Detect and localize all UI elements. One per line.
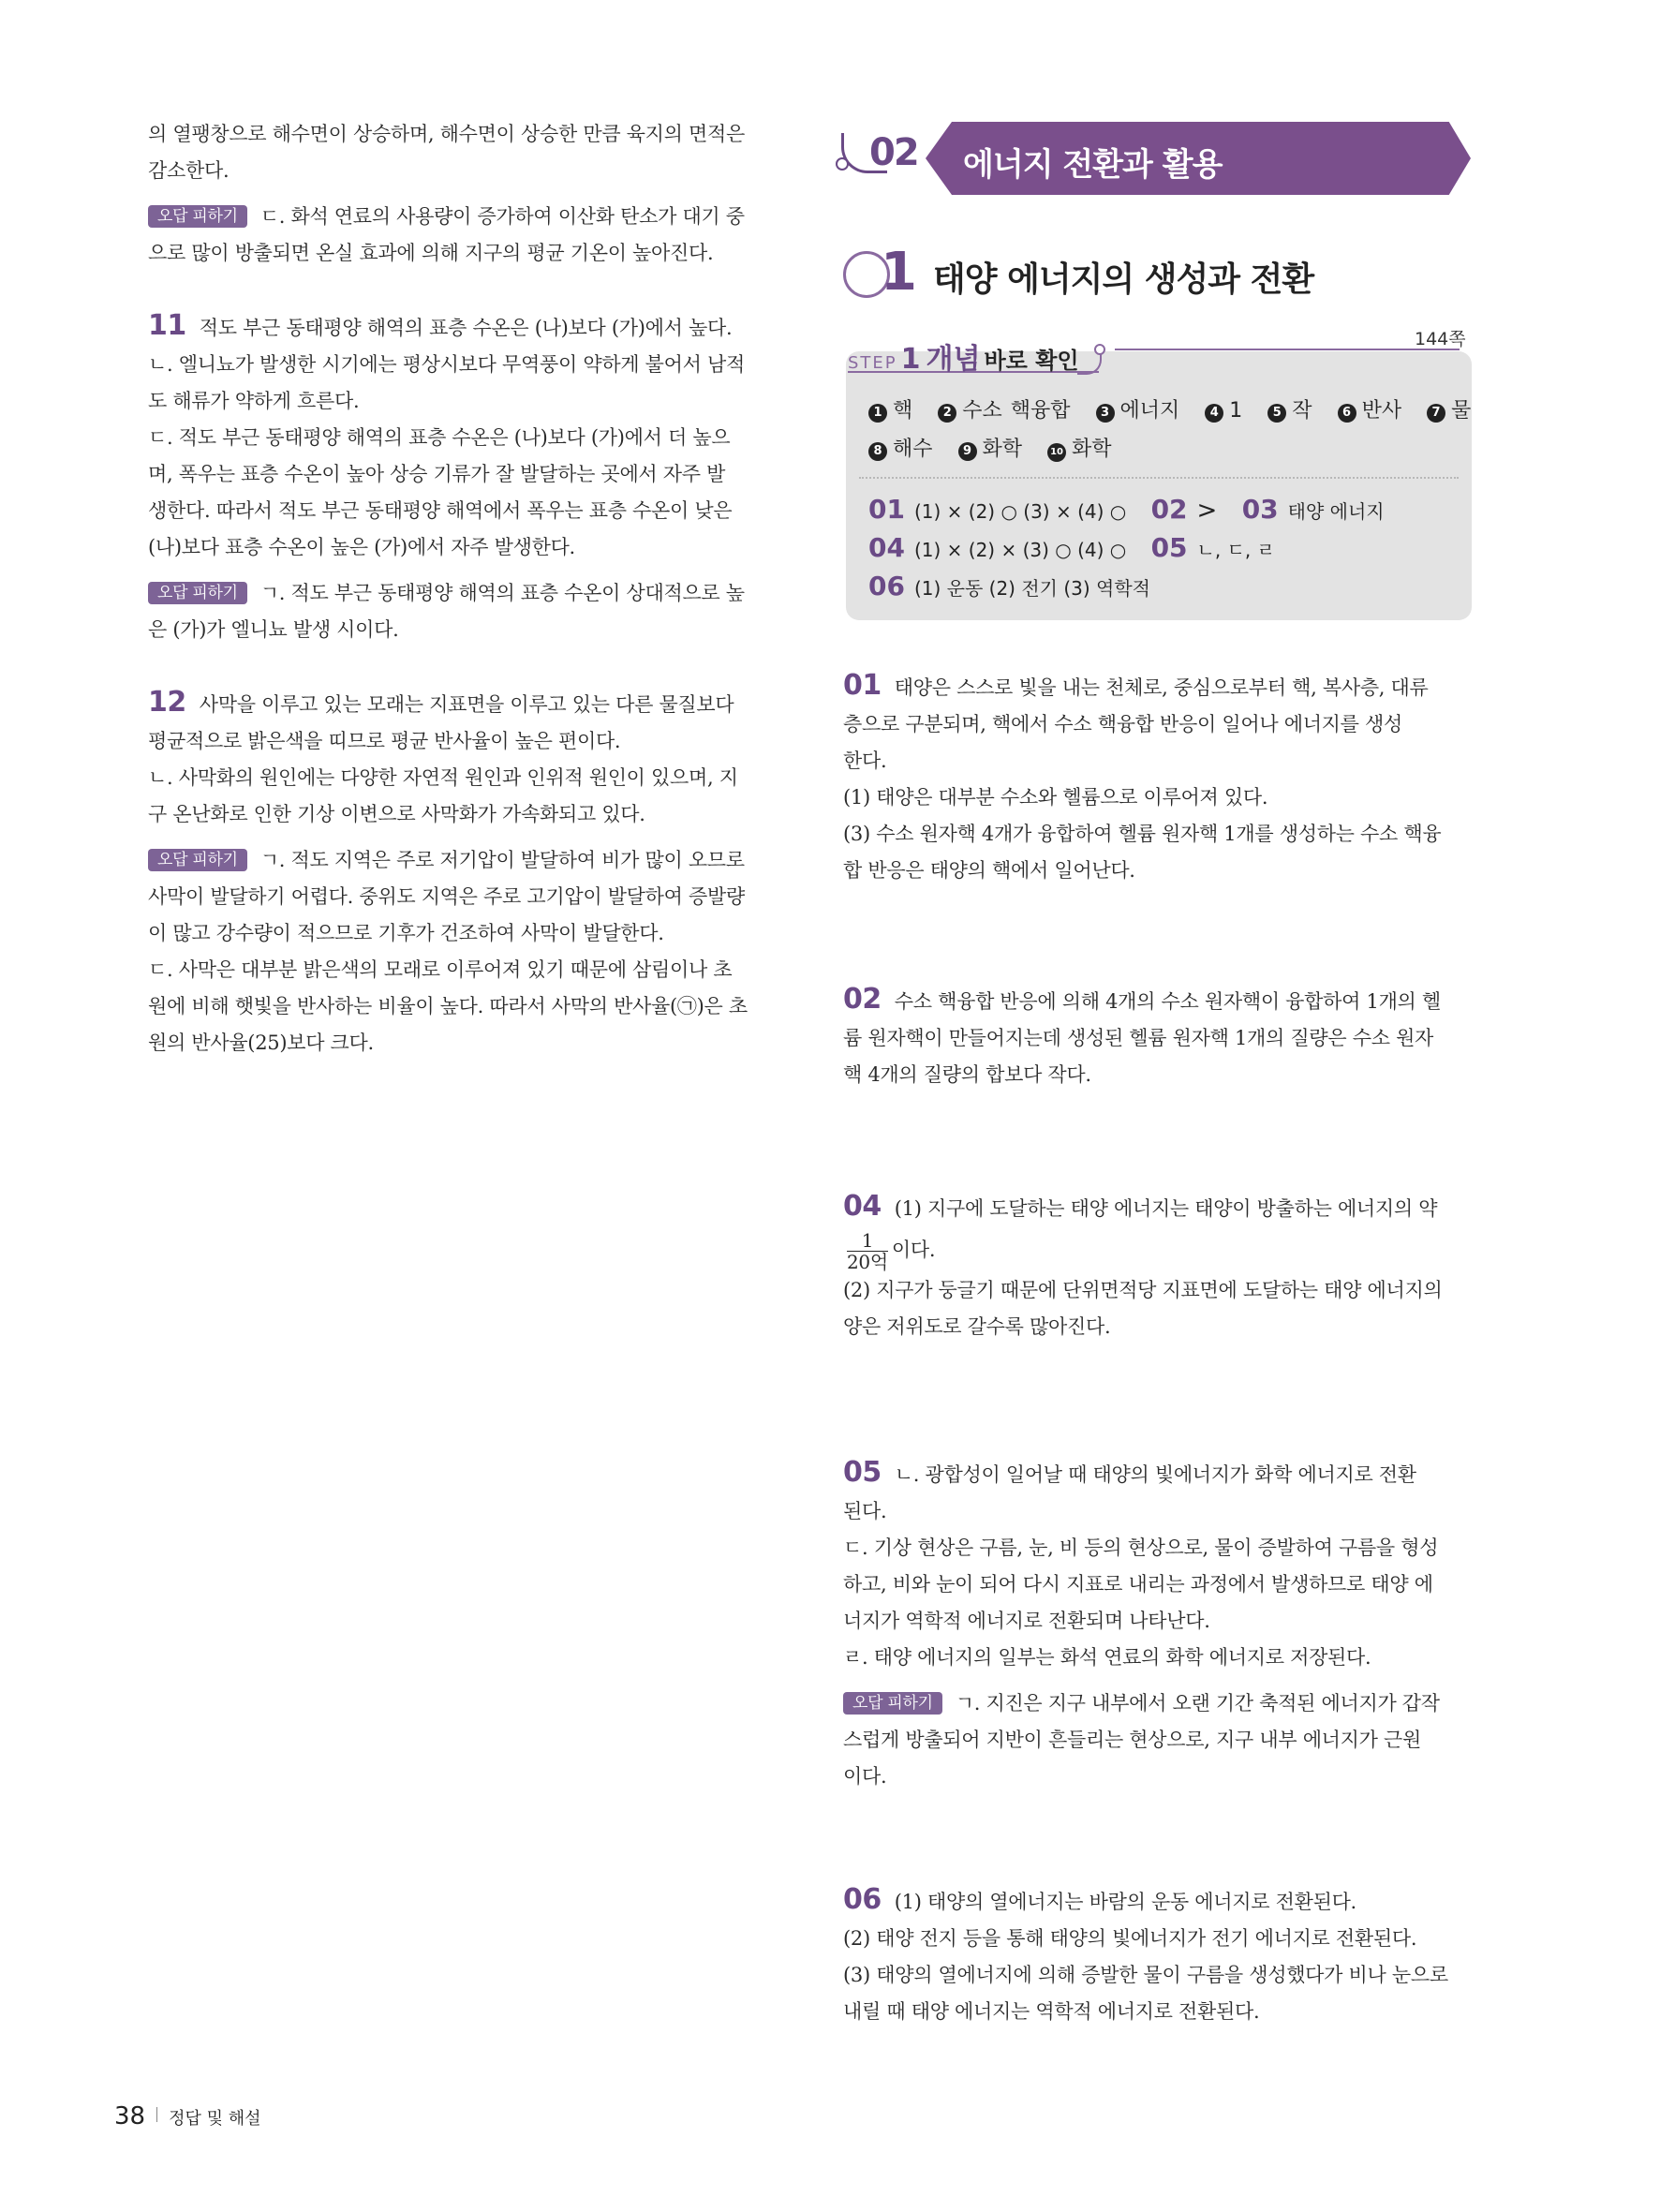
- avoid-wrong-badge: 오답 피하기: [148, 849, 247, 871]
- circled-number: 7: [1427, 404, 1445, 423]
- avoid-wrong-badge: 오답 피하기: [843, 1692, 942, 1715]
- quick-answer-row: [868, 494, 1385, 525]
- concept-check-box: [846, 351, 1472, 620]
- avoid-wrong-note: [843, 1685, 1469, 1795]
- circled-number: 10: [1047, 443, 1066, 462]
- text-line: (1) 태양은 대부분 수소와 헬륨으로 이루어져 있다.: [843, 786, 1268, 809]
- concept-item: [1338, 399, 1402, 423]
- text-line: 생한다. 따라서 적도 부근 동태평양 해역에서 폭우는 표층 수온이 낮은: [148, 499, 733, 522]
- step-title: 바로 확인: [984, 348, 1079, 374]
- concept-item: [938, 399, 1070, 423]
- avoid-wrong-note: [148, 199, 771, 272]
- text-line: 양은 저위도로 갈수록 많아진다.: [843, 1315, 1111, 1338]
- text-line: ㄷ. 화석 연료의 사용량이 증가하여 이산화 탄소가 대기 중: [259, 205, 745, 228]
- answer-text: >: [1196, 497, 1218, 525]
- concept-text: 물: [1451, 399, 1472, 423]
- answer-number: 02: [1150, 494, 1188, 525]
- step-concept: 개념: [926, 343, 981, 376]
- text-line: (3) 수소 원자핵 4개가 융합하여 헬륨 원자핵 1개를 생성하는 수소 핵융: [843, 823, 1442, 845]
- circled-number: 9: [958, 442, 977, 461]
- text-line: 의 열팽창으로 해수면이 상승하며, 해수면이 상승한 만큼 육지의 면적은: [148, 123, 745, 145]
- circled-number: 4: [1205, 404, 1223, 423]
- decorative-dot: [836, 157, 849, 171]
- subsection-number: 1: [881, 242, 917, 303]
- text-line: 하고, 비와 눈이 되어 다시 지표로 내리는 과정에서 발생하므로 태양 에: [843, 1573, 1433, 1596]
- section-header: [834, 122, 1471, 197]
- text-line: (1) 지구에 도달하는 태양 에너지는 태양이 방출하는 에너지의 약: [894, 1197, 1438, 1220]
- quick-answer-row: [868, 532, 1275, 563]
- concept-text: 반사: [1361, 399, 1402, 423]
- text-line: 층으로 구분되며, 핵에서 수소 핵융합 반응이 일어나 에너지를 생성: [843, 713, 1402, 735]
- text-line: 원에 비해 햇빛을 반사하는 비율이 높다. 따라서 사막의 반사율(㉠)은 초: [148, 995, 748, 1017]
- answer-12: [148, 684, 771, 833]
- concept-item: [1047, 438, 1112, 461]
- text-line: 구 온난화로 인한 기상 이변으로 사막화가 가속화되고 있다.: [148, 803, 645, 825]
- text-line: 도 해류가 약하게 흐른다.: [148, 390, 360, 412]
- divider: [156, 2107, 157, 2122]
- question-number: 11: [148, 309, 186, 342]
- text-line: 원의 반사율(25)보다 크다.: [148, 1032, 374, 1054]
- circled-number: 3: [1096, 404, 1115, 423]
- concept-item: [868, 438, 933, 461]
- circled-number: 6: [1338, 404, 1356, 423]
- text-line: 너지가 역학적 에너지로 전환되며 나타난다.: [843, 1610, 1210, 1632]
- concept-item: [868, 399, 912, 423]
- question-number: 04: [843, 1190, 882, 1223]
- answer-number: 04: [868, 532, 905, 563]
- text-line: (2) 태양 전지 등을 통해 태양의 빛에너지가 전기 에너지로 전환된다.: [843, 1927, 1417, 1950]
- concept-text: 1: [1229, 399, 1243, 423]
- text-line: (나)보다 표층 수온이 높은 (가)에서 자주 발생한다.: [148, 536, 575, 558]
- text-line: ㄴ. 엘니뇨가 발생한 시기에는 평상시보다 무역풍이 약하게 불어서 남적: [148, 353, 745, 376]
- concept-text: 작: [1292, 399, 1312, 423]
- answer-text: (1) × (2) × (3) ○ (4) ○: [913, 539, 1127, 561]
- answer-number: 03: [1241, 494, 1279, 525]
- circled-number: 8: [868, 442, 887, 461]
- question-number: 05: [843, 1456, 882, 1489]
- circled-number: 5: [1267, 404, 1286, 423]
- answer-text: 태양 에너지: [1287, 500, 1385, 523]
- text-line: ㄷ. 적도 부근 동태평양 해역의 표층 수온은 (나)보다 (가)에서 더 높으: [148, 426, 731, 449]
- text-line: (1) 태양의 열에너지는 바람의 운동 에너지로 전환된다.: [894, 1891, 1356, 1913]
- explanation-05: [843, 1454, 1469, 1795]
- text-line: 사막이 발달하기 어렵다. 중위도 지역은 주로 고기압이 발달하여 증발량: [148, 885, 745, 908]
- concept-text: 수소 핵융합: [962, 399, 1071, 423]
- text-line: 적도 부근 동태평양 해역의 표층 수온은 (나)보다 (가)에서 높다.: [199, 317, 733, 339]
- text-line: 수소 핵융합 반응에 의해 4개의 수소 원자핵이 융합하여 1개의 헬: [894, 990, 1441, 1013]
- concept-text: 화학: [982, 438, 1023, 461]
- text-line: ㄹ. 태양 에너지의 일부는 화석 연료의 화학 에너지로 저장된다.: [843, 1646, 1371, 1669]
- answer-11: [148, 307, 771, 566]
- decorative-dot: [1094, 344, 1105, 355]
- fraction-denominator: 20억: [847, 1251, 888, 1273]
- left-column: [148, 116, 771, 1061]
- text-line: (2) 지구가 둥글기 때문에 단위면적당 지표면에 도달하는 태양 에너지의: [843, 1279, 1443, 1301]
- text-line: 은 (가)가 엘니뇨 발생 시이다.: [148, 618, 399, 641]
- subsection-header: [843, 242, 1480, 303]
- text-line: ㄴ. 광합성이 일어날 때 태양의 빛에너지가 화학 에너지로 전환: [894, 1463, 1416, 1486]
- text-line: 사막을 이루고 있는 모래는 지표면을 이루고 있는 다른 물질보다: [199, 693, 734, 716]
- text-line: 감소한다.: [148, 159, 230, 182]
- fraction: [847, 1230, 888, 1272]
- decorative-line: [1115, 349, 1460, 350]
- step-number: 1: [900, 343, 921, 376]
- question-number: 01: [843, 669, 882, 702]
- concept-item: [1096, 399, 1180, 423]
- text-line: 륨 원자핵이 만들어지는데 생성된 헬륨 원자핵 1개의 질량은 수소 원자: [843, 1027, 1434, 1049]
- concept-text: 핵: [893, 399, 913, 423]
- text-line: 한다.: [843, 750, 887, 772]
- text-line: 스럽게 방출되어 지반이 흔들리는 현상으로, 지구 내부 에너지가 근원: [843, 1729, 1421, 1751]
- text-line: ㄴ. 사막화의 원인에는 다양한 자연적 원인과 인위적 원인이 있으며, 지: [148, 766, 738, 789]
- section-number: 02: [869, 131, 918, 174]
- text-fragment: 이다.: [891, 1239, 936, 1261]
- answer-text: (1) 운동 (2) 전기 (3) 역학적: [913, 577, 1150, 600]
- quick-answer-row: [868, 571, 1150, 601]
- text-line: 평균적으로 밝은색을 띠므로 평균 반사율이 높은 편이다.: [148, 730, 621, 752]
- answer-number: 05: [1150, 532, 1188, 563]
- section-title: 에너지 전환과 활용: [963, 146, 1223, 184]
- text-line: 이 많고 강수량이 적으므로 기후가 건조하여 사막이 발달한다.: [148, 922, 664, 944]
- text-line: (3) 태양의 열에너지에 의해 증발한 물이 구름을 생성했다가 비나 눈으로: [843, 1964, 1448, 1986]
- concept-item: [958, 438, 1023, 461]
- question-number: 02: [843, 983, 882, 1016]
- text-line: ㄱ. 적도 부근 동태평양 해역의 표층 수온이 상대적으로 높: [259, 582, 745, 604]
- concept-text: 해수: [893, 438, 933, 461]
- fraction-numerator: 1: [847, 1230, 888, 1252]
- explanation-01: [843, 667, 1469, 889]
- continued-explanation: [148, 116, 771, 189]
- concept-item: [1427, 399, 1471, 423]
- question-number: 12: [148, 686, 186, 719]
- subsection-title: 태양 에너지의 생성과 전환: [933, 260, 1314, 299]
- step-word: STEP: [848, 353, 897, 373]
- avoid-wrong-note: [148, 842, 771, 1061]
- avoid-wrong-note: [148, 575, 771, 648]
- page-number: 38: [114, 2102, 146, 2130]
- explanation-04: [843, 1188, 1469, 1345]
- avoid-wrong-badge: 오답 피하기: [148, 205, 247, 228]
- circled-number: 1: [868, 404, 887, 423]
- concept-item: [1267, 399, 1312, 423]
- text-line: 합 반응은 태양의 핵에서 일어난다.: [843, 859, 1135, 882]
- concept-text: 에너지: [1119, 399, 1180, 423]
- text-line: 내릴 때 태양 에너지는 역학적 에너지로 전환된다.: [843, 2000, 1260, 2023]
- answer-text: (1) × (2) ○ (3) × (4) ○: [913, 500, 1127, 523]
- footer-label: 정답 및 해설: [169, 2109, 261, 2129]
- answer-text: ㄴ, ㄷ, ㄹ: [1196, 539, 1275, 561]
- text-line: ㄷ. 기상 현상은 구름, 눈, 비 등의 현상으로, 물이 증발하여 구름을 형성: [843, 1537, 1439, 1559]
- answer-number: 01: [868, 494, 905, 525]
- page-footer: [114, 2102, 260, 2130]
- text-line: 으로 많이 방출되면 온실 효과에 의해 지구의 평균 기온이 높아진다.: [148, 242, 714, 264]
- text-line: 핵 4개의 질량의 합보다 작다.: [843, 1063, 1091, 1086]
- explanation-06: [843, 1881, 1469, 2030]
- dotted-divider: [859, 477, 1459, 479]
- text-line: 이다.: [843, 1765, 887, 1788]
- text-line: ㄱ. 지진은 지구 내부에서 오랜 기간 축적된 에너지가 갑작: [955, 1692, 1440, 1715]
- text-line: 며, 폭우는 표층 수온이 높아 상승 기류가 잘 발달하는 곳에서 자주 발: [148, 463, 726, 485]
- explanation-02: [843, 981, 1469, 1093]
- circled-number: 2: [938, 404, 956, 423]
- question-number: 06: [843, 1883, 882, 1916]
- text-line: 태양은 스스로 빛을 내는 천체로, 중심으로부터 핵, 복사층, 대류: [894, 676, 1429, 699]
- text-line: ㄱ. 적도 지역은 주로 저기압이 발달하여 비가 많이 오므로: [259, 849, 745, 871]
- concept-item: [1205, 399, 1242, 423]
- text-line: ㄷ. 사막은 대부분 밝은색의 모래로 이루어져 있기 때문에 삼림이나 초: [148, 958, 733, 981]
- page-reference: 144쪽: [1415, 329, 1466, 349]
- concept-text: 화학: [1072, 438, 1112, 461]
- avoid-wrong-badge: 오답 피하기: [148, 582, 247, 604]
- step-label: [848, 335, 1079, 377]
- answer-number: 06: [868, 571, 905, 601]
- text-line: 된다.: [843, 1500, 887, 1522]
- concept-answers-row: [868, 394, 1471, 423]
- concept-answers-row: [868, 433, 1129, 462]
